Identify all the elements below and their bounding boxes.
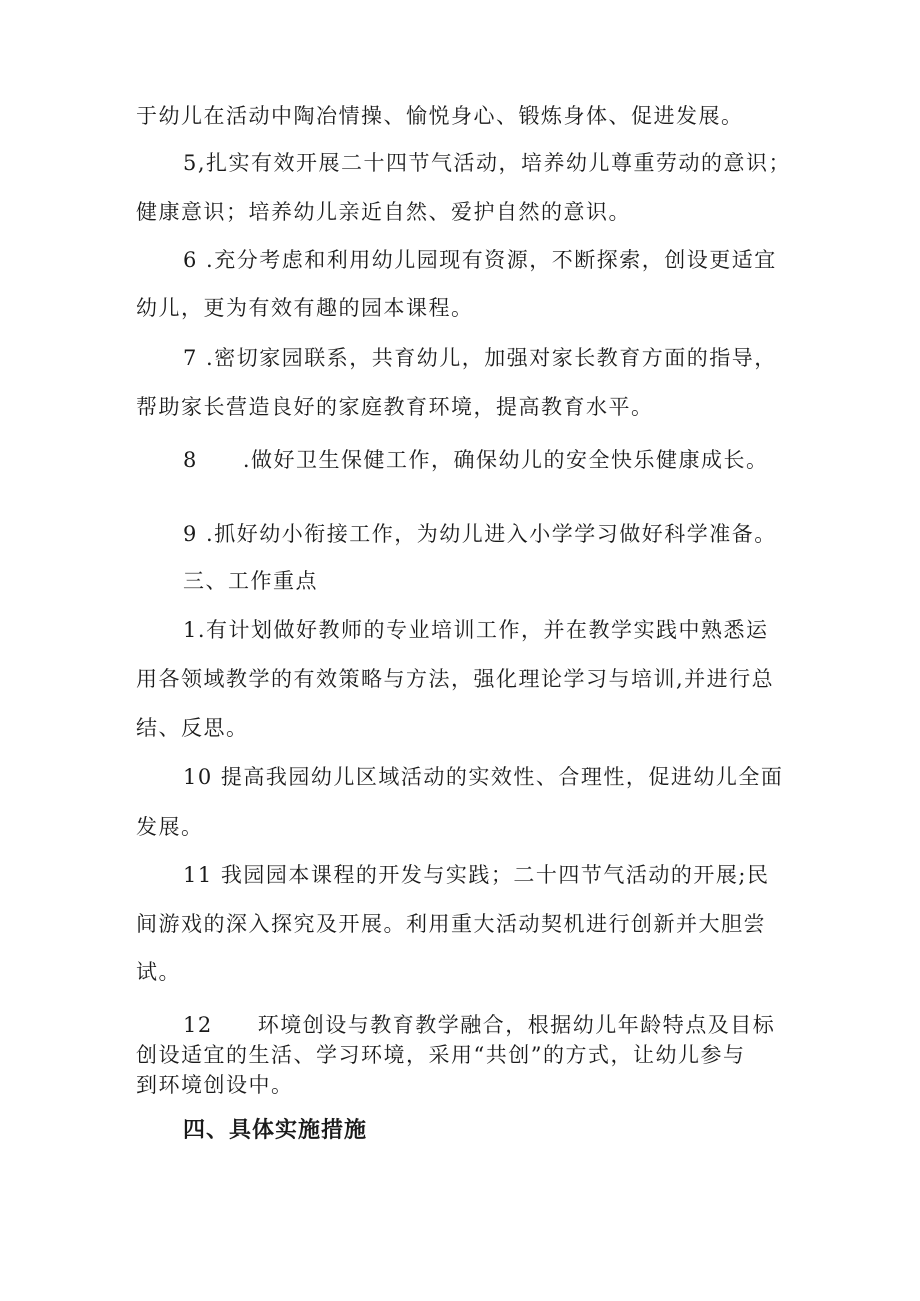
paragraph-line: 健康意识；培养幼儿亲近自然、爱护自然的意识。 (136, 200, 631, 224)
paragraph-line: 发展。 (136, 815, 204, 839)
paragraph-line: 幼儿，更为有效有趣的园本课程。 (136, 296, 474, 320)
section-heading: 三、工作重点 (183, 569, 318, 593)
paragraph-line: 间游戏的深入探究及开展。利用重大活动契机进行创新并大胆尝 (136, 912, 766, 936)
paragraph-line: 5,扎实有效开展二十四节气活动，培养幼儿尊重劳动的意识； (183, 151, 792, 175)
paragraph-line: 到环境创设中。 (136, 1073, 294, 1097)
paragraph-line: 9 .抓好幼小衔接工作，为幼儿进入小学学习做好科学准备。 (183, 522, 777, 546)
section-heading: 四、具体实施措施 (183, 1118, 368, 1143)
paragraph-line: 1.有计划做好教师的专业培训工作，并在教学实践中熟悉运 (183, 618, 769, 642)
paragraph-line: 创设适宜的生活、学习环境，采用“共创”的方式，让幼儿参与 (136, 1043, 746, 1067)
paragraph-line: 于幼儿在活动中陶冶情操、愉悦身心、锻炼身体、促进发展。 (136, 104, 744, 128)
paragraph-line: 8 .做好卫生保健工作，确保幼儿的安全快乐健康成长。 (183, 448, 769, 472)
paragraph-line: 7 .密切家园联系，共育幼儿，加强对家长教育方面的指导， (183, 346, 777, 370)
paragraph-line: 帮助家长营造良好的家庭教育环境，提高教育水平。 (136, 395, 654, 419)
paragraph-line: 结、反思。 (136, 716, 249, 740)
paragraph-line: 12 环境创设与教育教学融合，根据幼儿年龄特点及目标 (183, 1013, 776, 1037)
paragraph-line: 10 提高我园幼儿区域活动的实效性、合理性，促进幼儿全面 (183, 765, 784, 789)
paragraph-line: 试。 (136, 960, 181, 984)
paragraph-line: 6 .充分考虑和利用幼儿园现有资源，不断探索，创设更适宜 (183, 248, 777, 272)
paragraph-line: 11 我园园本课程的开发与实践；二十四节气活动的开展;民 (183, 863, 770, 887)
paragraph-line: 用各领域教学的有效策略与方法，强化理论学习与培训,并进行总 (136, 667, 775, 691)
